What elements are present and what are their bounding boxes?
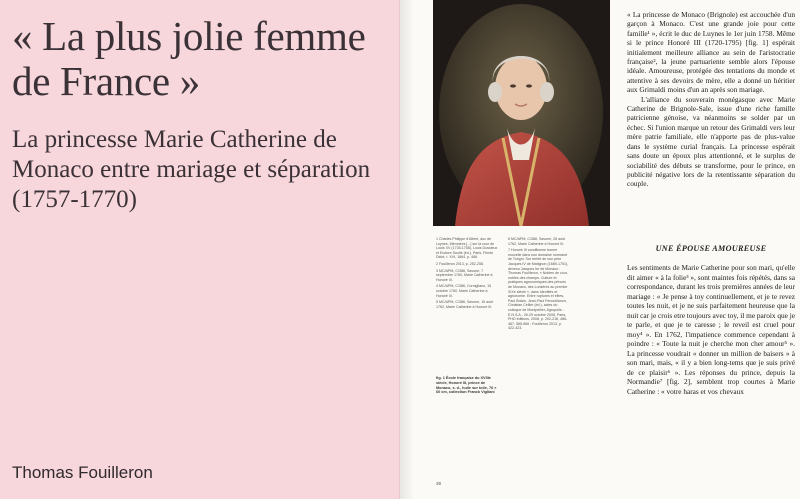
footnote: 7 Honoré III conditionne bonne nouvelle dans son domaine normand de Torigni. Sur territé de son père Jacques IV de Matignon (1689-1751), devenu Jacques Ier de Monaco : Thomas Fouilleron, « Nobles de cour, nobles des champs. Culture et pratiques agronomiques des princes de Monaco, des Lumières au premier XIXe siècle », dans Identités et agronomie. Entre ruptures et élites, Paul Bolsin, Jean-Paul Fenouillanon, Christian Cellier (éd.), actes du colloque de Montpellier, Agropolis - E.N.S.A., 26-29 octobre 2006, Paris, PHD éditions, 2008, p. 202-216, 486-487, 565-566 ; Fouilleron 2013, p. 422-423.: [508, 248, 569, 331]
page-number: 39: [436, 481, 442, 486]
footnote: 5 MC/APM, C/386, Savone, 15 août 1762, Marie Catherine à Honoré III.: [436, 300, 494, 309]
footnote: 3 MC/APM, C/386, Savone, 7 septembre 1760, Marie Catherine à Honoré III.: [436, 268, 493, 282]
footnote: 1 Charles Philippe d'Albert, duc de Luynes, Mémoires [...] sur la cour de Louis XV (1735-1758), Louis Dussieux et Eudore Soulié (éd.), Paris, Firmin Didot, t. XVI, 1864, p. 466.: [436, 237, 498, 260]
chapter-title: « La plus jolie femme de France »: [12, 13, 366, 104]
footnote: 2 Fouilleron 2013, p. 252-258.: [436, 261, 484, 266]
body-text-column-continued: [627, 263, 795, 396]
footnote: 6 MC/APM, C/386, Savone, 26 août 1762, Marie Catherine à Honoré III.: [508, 237, 566, 246]
body-text-column: [627, 10, 795, 189]
paragraph: « La princesse de Monaco (Brignole) est accouchée d'un garçon à Monaco. C'est une grande joie pour cette famille¹ », écrit le duc de Luynes le 1er juin 1758. Même si le prince Honoré III (1720-1795) [fig. 1] espérait initialement meilleure alliance au sein de l'aristocratie française², la jeune partuariente semble alors l'épouse idéale. Amoureuse, protégée des tentations du monde et attentive à ses devoirs de mère, elle a donné un héritier aux Grimaldi moins d'un an après son mariage.: [627, 10, 795, 95]
footnote: 4 MC/APM, C/386, Cornigliano, 15 octobre 1760, Marie Catherine à Honoré III.: [436, 284, 492, 298]
portrait-illustration: [433, 0, 610, 226]
footnotes-column-2: [508, 237, 572, 333]
figure-caption: fig. 1 École française du XVIIIe siècle, Honoré III, prince de Monaco, s. d., huile sur toile, 76 × 60 cm, collection Franck Vigliani: [436, 376, 497, 395]
footnotes-column-1: [436, 237, 500, 311]
section-heading: UNE ÉPOUSE AMOUREUSE: [655, 244, 767, 253]
paragraph: L'alliance du souverain monégasque avec Marie Catherine de Brignole-Sale, issue d'une riche famille patricienne génoise, va néanmoins se solder par un échec. Si l'union marque un retour des Grimaldi vers leur mère patrie familiale, elle n'apporte pas de plus-value dans le système curial français. La princesse espérait sans doute un époux plus attentionné, et le surplus de sociabilité des débuts se transforme, pour le prince, en publicité négative lors de la retentissante séparation du couple.: [627, 94, 795, 189]
chapter-subtitle: La princesse Marie Catherine de Monaco entre mariage et séparation (1757-1770): [12, 126, 371, 213]
page-gutter-shadow: [400, 0, 414, 499]
portrait-painting-image: [433, 0, 610, 226]
author-name: Thomas Fouilleron: [12, 463, 153, 482]
paragraph: Les sentiments de Marie Catherine pour son mari, qu'elle dit aimer « à la folie³ », sont maintes fois répétés, dans sa correspondance, durant les trois premières années de leur mariage : « Je pense à toy continuellement, et je te revez toutes les nuit, et je ne suis parfaitement heureuse que la nuit car je crois etre toujours avec toy, il me paroix que je te parle, et que je te caresse ; le reveil est cruel pour moy⁴ ». En 1762, l'impatience commence cependant à poindre : « Toute la nuit je cherche mon cher amour⁵ ». La princesse voudrait « donner un million de baisers » à son mari, mais, « il y a bien long-tems que je suis privé de ce plaisir⁶ ». Les réponses du prince, depuis la Normandie⁷ [fig. 2], semblent trop courtes à Marie Catherine : « votre haras et vos chevaux: [627, 263, 795, 396]
